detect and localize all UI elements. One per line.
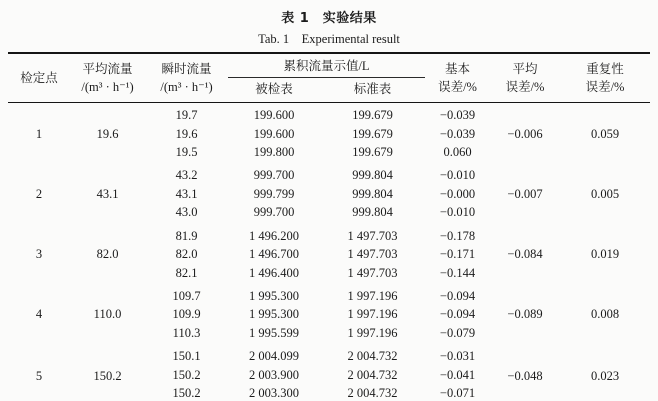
cell-tested: 199.600 (253, 126, 295, 141)
cell-standard: 2 004.732 (347, 349, 398, 364)
cell-inst-flow: 82.1 (175, 265, 198, 280)
cell-repeat-error: 0.059 (590, 126, 620, 141)
cell-basic-error: −0.010 (439, 205, 476, 220)
cell-avg-flow: 82.0 (96, 247, 119, 262)
cell-mean-error: −0.089 (507, 307, 543, 322)
cell-tested: 1 995.300 (249, 288, 299, 303)
col-header-avg-flow (70, 53, 145, 103)
table-row (8, 342, 650, 365)
cell-tested: 2 003.900 (249, 367, 299, 382)
cell-inst-flow: 43.1 (175, 186, 198, 201)
col-header-inst-flow (145, 53, 228, 103)
cell-basic-error: −0.094 (439, 288, 476, 303)
paper-table-page (0, 7, 658, 401)
table-row (8, 282, 650, 305)
col-header-repeat-error (560, 53, 650, 103)
cell-inst-flow: 19.6 (175, 126, 198, 141)
table-row (8, 161, 650, 184)
cell-mean-error: −0.007 (507, 186, 543, 201)
table-caption-cn: 表 1 实验结果 (281, 11, 377, 26)
cell-point: 3 (35, 247, 43, 262)
cell-standard: 999.804 (352, 186, 393, 201)
cell-basic-error: −0.010 (439, 168, 476, 183)
table-header (8, 53, 650, 103)
cell-tested: 199.600 (253, 108, 295, 123)
col-header-point: 检定点 (8, 53, 70, 103)
cell-repeat-error: 0.005 (590, 186, 620, 201)
cell-basic-error: −0.031 (439, 349, 476, 364)
cell-inst-flow: 150.2 (172, 367, 201, 382)
cell-tested: 2 003.300 (249, 385, 299, 400)
table-body (8, 103, 650, 401)
cell-standard: 999.804 (352, 205, 393, 220)
cell-basic-error: −0.039 (439, 126, 476, 141)
cell-inst-flow: 150.2 (172, 385, 201, 400)
cell-standard: 2 004.732 (347, 367, 398, 382)
cell-standard: 1 997.196 (347, 325, 398, 340)
cell-standard: 999.804 (352, 168, 393, 183)
cell-basic-error: −0.041 (439, 367, 476, 382)
cell-basic-error: −0.171 (439, 247, 476, 262)
cell-mean-error: −0.048 (507, 368, 543, 383)
cell-tested: 1 496.400 (249, 265, 299, 280)
cell-inst-flow: 19.7 (175, 108, 198, 123)
header-row-top (8, 53, 650, 78)
col-header-tested-meter: 被检表 (228, 78, 320, 103)
cell-tested: 199.800 (253, 145, 295, 160)
col-header-basic-error-line1: 基本 (445, 62, 471, 76)
col-header-repeat-error-line2: 误差/% (585, 80, 625, 95)
cell-standard: 1 497.703 (347, 228, 398, 243)
cell-inst-flow: 19.5 (175, 145, 198, 160)
cell-standard: 2 004.732 (347, 385, 398, 400)
table-caption-en: Tab. 1 Experimental result (258, 32, 400, 46)
cell-point: 2 (35, 186, 43, 201)
cell-tested: 1 496.200 (249, 228, 299, 243)
results-table (8, 52, 650, 401)
cell-point: 5 (35, 368, 43, 383)
cell-standard: 1 997.196 (347, 307, 398, 322)
cell-tested: 999.700 (253, 205, 295, 220)
col-header-avg-flow-line2: /(m³ · h⁻¹) (81, 80, 134, 95)
cell-basic-error: −0.094 (439, 307, 476, 322)
cell-avg-flow: 110.0 (93, 307, 122, 322)
col-header-inst-flow-line1: 瞬时流量 (161, 62, 212, 76)
cell-repeat-error: 0.023 (590, 368, 620, 383)
cell-inst-flow: 81.9 (175, 228, 198, 243)
col-header-mean-error-line2: 误差/% (505, 80, 545, 95)
cell-basic-error: −0.071 (439, 385, 476, 400)
cell-repeat-error: 0.019 (590, 247, 620, 262)
cell-tested: 1 995.300 (249, 307, 299, 322)
cell-tested: 2 004.099 (249, 349, 299, 364)
cell-mean-error: −0.006 (507, 126, 543, 141)
cell-inst-flow: 109.7 (172, 288, 201, 303)
cell-mean-error: −0.084 (507, 247, 543, 262)
cell-basic-error: 0.060 (443, 145, 472, 160)
cell-standard: 199.679 (352, 108, 393, 123)
col-header-standard-meter: 标准表 (320, 78, 425, 103)
col-header-basic-error-line2: 误差/% (438, 80, 477, 95)
cell-avg-flow: 43.1 (96, 186, 119, 201)
cell-point: 1 (35, 126, 43, 141)
cell-inst-flow: 109.9 (172, 307, 201, 322)
cell-avg-flow: 150.2 (93, 368, 122, 383)
cell-standard: 1 997.196 (347, 288, 398, 303)
col-header-cumulative: 累积流量示值/L (228, 53, 425, 78)
cell-repeat-error: 0.008 (590, 307, 620, 322)
col-header-mean-error-line1: 平均 (512, 62, 538, 76)
cell-inst-flow: 150.1 (172, 349, 201, 364)
col-header-mean-error (490, 53, 560, 103)
cell-basic-error: −0.144 (439, 265, 476, 280)
cell-inst-flow: 43.2 (175, 168, 198, 183)
col-header-inst-flow-line2: /(m³ · h⁻¹) (160, 80, 213, 95)
cell-inst-flow: 110.3 (172, 325, 201, 340)
cell-standard: 199.679 (352, 145, 393, 160)
cell-point: 4 (35, 307, 43, 322)
cell-tested: 1 995.599 (249, 325, 299, 340)
cell-inst-flow: 43.0 (175, 205, 198, 220)
col-header-repeat-error-line1: 重复性 (586, 62, 624, 76)
cell-basic-error: −0.000 (439, 186, 476, 201)
cell-tested: 999.799 (253, 186, 295, 201)
cell-tested: 1 496.700 (249, 247, 299, 262)
cell-basic-error: −0.079 (439, 325, 476, 340)
col-header-avg-flow-line1: 平均流量 (82, 62, 133, 76)
cell-tested: 999.700 (253, 168, 295, 183)
cell-avg-flow: 19.6 (96, 126, 119, 141)
cell-inst-flow: 82.0 (175, 247, 198, 262)
cell-basic-error: −0.178 (439, 228, 476, 243)
cell-standard: 199.679 (352, 126, 393, 141)
col-header-basic-error (425, 53, 490, 103)
cell-basic-error: −0.039 (439, 108, 476, 123)
cell-standard: 1 497.703 (347, 247, 398, 262)
table-row (8, 103, 650, 125)
cell-standard: 1 497.703 (347, 265, 398, 280)
table-row (8, 222, 650, 245)
